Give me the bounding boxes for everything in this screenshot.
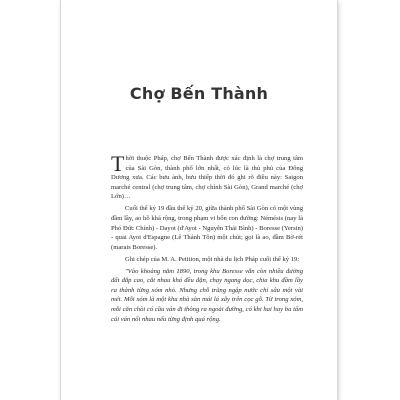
drop-cap: T bbox=[111, 151, 125, 176]
quote-paragraph: "Vào khoảng năm 1890, trong khu Boresse vẫn còn nhiều đường đất đắp cao, cắt nhau khá đều đặn, chạy ngang dọc, chia khu đầm lầy ra thành từng xóm nhỏ. Nhưng chỗ trũng ngập nước chỉ sâu một vài mét. Mỗi xóm là một khu nhà sàn mái lá xây trên cọc gỗ. Từ trong xóm, mỗi căn chòi có cầu ván đi thông ra ngoài đường, có khi hai hay ba tấm cái ván nối nhau nếu từng định quá rộng. bbox=[111, 267, 303, 323]
chapter-title: Chợ Bến Thành bbox=[129, 84, 269, 103]
paragraph-2: Cuối thế kỷ 19 đầu thế kỷ 20, giữa thành phố Sài Gòn có một vùng đầm lầy, ao hồ khá rộng, trong phạm vi bốn con đường: Némésis (nay là Phó Đức Chính) - Dayot (d'Ayot - Nguyễn Thái Bình) - Boresse (Yersin) - quai Ayot d'Espagne (Lê Thánh Tôn) một chút; gọi là ao, đầm Bờ-rét (marais Boresse). bbox=[111, 205, 303, 251]
book-page bbox=[61, 0, 337, 400]
paragraph-1 bbox=[111, 151, 303, 202]
paragraph-1-text: hời thuộc Pháp, chợ Bến Thành được xác định là chợ trung tâm của Sài Gòn, thành phố lớn nhất, có lúc là thủ phủ của Đông Dương xưa. Các bưu ảnh, bưu thiếp thời đó ghi rõ điều này: Saigon marché central (chợ trung tâm, chợ chính Sài Gòn), Grand marché (chợ Lớn)… bbox=[111, 155, 303, 201]
chapter-body bbox=[111, 151, 303, 327]
paragraph-3: Ghi chép của M. A. Petition, một nhà du lịch Pháp cuối thế kỷ 19: bbox=[125, 255, 300, 263]
